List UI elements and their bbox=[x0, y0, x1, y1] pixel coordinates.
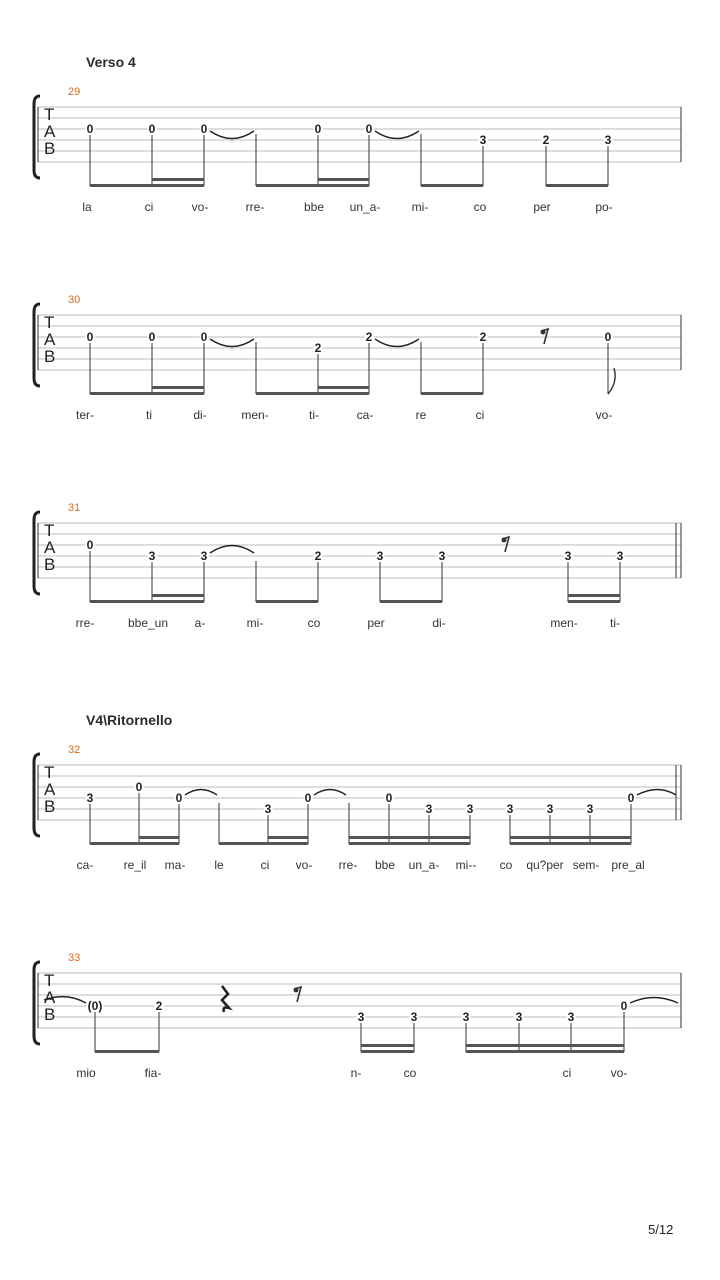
fret-number: 3 bbox=[506, 802, 514, 816]
fret-number: 3 bbox=[357, 1010, 365, 1024]
lyric-syllable: po- bbox=[595, 200, 613, 214]
lyric-syllable: la bbox=[82, 200, 92, 214]
fret-number: 0 bbox=[86, 122, 94, 136]
tab-system-32 bbox=[0, 744, 720, 888]
fret-number: 3 bbox=[438, 549, 446, 563]
lyric-syllable: bbe_un bbox=[127, 616, 169, 630]
lyric-syllable: mi- bbox=[246, 616, 264, 630]
lyric-syllable: bbe bbox=[374, 858, 396, 872]
fret-number: 3 bbox=[376, 549, 384, 563]
lyric-syllable: pre_al bbox=[611, 858, 645, 872]
fret-number: 0 bbox=[135, 780, 143, 794]
lyric-syllable: qu?per bbox=[526, 858, 564, 872]
fret-number: 0 bbox=[314, 122, 322, 136]
lyric-syllable: re_il bbox=[123, 858, 147, 872]
lyric-syllable: ci bbox=[475, 408, 485, 422]
beams bbox=[90, 386, 483, 395]
fret-number: 3 bbox=[479, 133, 487, 147]
measure-number: 29 bbox=[68, 86, 81, 98]
lyric-syllable: men- bbox=[550, 616, 578, 630]
fret-number: 3 bbox=[466, 802, 474, 816]
measure-number: 30 bbox=[68, 294, 81, 306]
lyric-syllable: un_a- bbox=[408, 858, 440, 872]
tab-clef-a: A bbox=[44, 988, 56, 1007]
fret-number: 3 bbox=[200, 549, 208, 563]
lyric-syllable: vo- bbox=[595, 408, 613, 422]
fret-number: 3 bbox=[86, 791, 94, 805]
lyric-syllable: ci bbox=[260, 858, 270, 872]
fret-number: 3 bbox=[546, 802, 554, 816]
lyric-syllable: ter- bbox=[76, 408, 94, 422]
lyric-syllable: mio bbox=[76, 1066, 96, 1080]
tab-clef-t: T bbox=[44, 763, 55, 782]
lyric-syllable: ti- bbox=[610, 616, 620, 630]
lyric-syllable: ti- bbox=[309, 408, 319, 422]
lyric-syllable: le bbox=[214, 858, 224, 872]
beams bbox=[90, 594, 620, 603]
lyric-syllable: rre- bbox=[245, 200, 265, 214]
tab-clef-a: A bbox=[44, 780, 56, 799]
lyric-syllable: vo- bbox=[610, 1066, 628, 1080]
fret-number: 3 bbox=[616, 549, 624, 563]
fret-number: 2 bbox=[314, 341, 322, 355]
fret-number: 0 bbox=[175, 791, 183, 805]
lyric-syllable: bbe bbox=[303, 200, 325, 214]
lyric-syllable: n- bbox=[350, 1066, 362, 1080]
lyric-syllable: men- bbox=[241, 408, 269, 422]
lyric-syllable: co bbox=[473, 200, 487, 214]
tab-clef-b: B bbox=[44, 1005, 56, 1024]
lyric-syllable: ci bbox=[144, 200, 154, 214]
tab-system-33 bbox=[0, 952, 720, 1096]
ties bbox=[185, 790, 676, 796]
lyric-syllable: a- bbox=[194, 616, 206, 630]
lyric-syllable: per bbox=[533, 200, 551, 214]
lyric-syllable: vo- bbox=[295, 858, 313, 872]
fret-number: 3 bbox=[425, 802, 433, 816]
fret-number: 3 bbox=[148, 549, 156, 563]
fret-number: 0 bbox=[86, 330, 94, 344]
measure-number: 33 bbox=[68, 952, 81, 964]
quarter-rest-icon bbox=[222, 986, 229, 1012]
lyric-syllable: ti bbox=[146, 408, 152, 422]
lyric-syllable: vo- bbox=[191, 200, 209, 214]
lyric-syllable: ca- bbox=[76, 858, 94, 872]
lyric-syllable: fia- bbox=[144, 1066, 162, 1080]
lyric-syllable: un_a- bbox=[349, 200, 381, 214]
lyric-syllable: re bbox=[415, 408, 427, 422]
tab-clef-b: B bbox=[44, 139, 56, 158]
tie bbox=[210, 546, 254, 554]
tab-system-31 bbox=[0, 502, 720, 646]
lyric-syllable: sem- bbox=[572, 858, 600, 872]
fret-number: 2 bbox=[314, 549, 322, 563]
fret-number: 3 bbox=[567, 1010, 575, 1024]
measure-number: 32 bbox=[68, 744, 81, 756]
fret-number: 3 bbox=[604, 133, 612, 147]
fret-number: 0 bbox=[627, 791, 635, 805]
fret-number: 0 bbox=[148, 122, 156, 136]
lyric-syllable: rre- bbox=[338, 858, 358, 872]
fret-number: 3 bbox=[586, 802, 594, 816]
beams bbox=[95, 1044, 624, 1053]
fret-number: 0 bbox=[200, 330, 208, 344]
fret-number: 3 bbox=[515, 1010, 523, 1024]
lyric-syllable: mi- bbox=[411, 200, 429, 214]
fret-number: 3 bbox=[462, 1010, 470, 1024]
page-number: 5/12 bbox=[648, 1222, 674, 1237]
lyric-syllable: ci bbox=[562, 1066, 572, 1080]
fret-number: 3 bbox=[264, 802, 272, 816]
fret-number: 2 bbox=[542, 133, 550, 147]
lyric-syllable: co bbox=[307, 616, 321, 630]
fret-number: 2 bbox=[479, 330, 487, 344]
fret-number: 0 bbox=[604, 330, 612, 344]
lyric-syllable: ca- bbox=[356, 408, 374, 422]
fret-number: 3 bbox=[410, 1010, 418, 1024]
tab-system-30 bbox=[0, 294, 720, 438]
lyric-syllable: co bbox=[403, 1066, 417, 1080]
fret-number: 2 bbox=[155, 999, 163, 1013]
tab-system-29 bbox=[0, 86, 720, 230]
measure-number: 31 bbox=[68, 502, 81, 514]
beams bbox=[90, 178, 608, 187]
tab-clef-t: T bbox=[44, 971, 55, 990]
tab-clef-a: A bbox=[44, 538, 56, 557]
tab-clef-t: T bbox=[44, 521, 55, 540]
tab-clef-b: B bbox=[44, 797, 56, 816]
section-title-ritornello: V4\Ritornello bbox=[86, 712, 173, 728]
tab-clef-t: T bbox=[44, 313, 55, 332]
tab-clef-t: T bbox=[44, 105, 55, 124]
fret-number: 0 bbox=[200, 122, 208, 136]
fret-number: 0 bbox=[385, 791, 393, 805]
fret-number: (0) bbox=[87, 999, 103, 1013]
ties bbox=[44, 997, 678, 1003]
fret-number: 3 bbox=[564, 549, 572, 563]
section-title-verso-4: Verso 4 bbox=[86, 54, 136, 70]
fret-number: 2 bbox=[365, 330, 373, 344]
tab-clef-b: B bbox=[44, 555, 56, 574]
lyric-syllable: co bbox=[499, 858, 513, 872]
lyric-syllable: di- bbox=[432, 616, 446, 630]
eighth-flag bbox=[608, 368, 615, 394]
fret-number: 0 bbox=[620, 999, 628, 1013]
lyric-syllable: per bbox=[367, 616, 385, 630]
lyric-syllable: mi-- bbox=[455, 858, 477, 872]
fret-number: 0 bbox=[148, 330, 156, 344]
tab-clef-b: B bbox=[44, 347, 56, 366]
lyric-syllable: di- bbox=[193, 408, 207, 422]
lyric-syllable: ma- bbox=[164, 858, 186, 872]
tab-clef-a: A bbox=[44, 330, 56, 349]
fret-number: 0 bbox=[365, 122, 373, 136]
lyric-syllable: rre- bbox=[75, 616, 95, 630]
fret-number: 0 bbox=[86, 538, 94, 552]
fret-number: 0 bbox=[304, 791, 312, 805]
tab-clef-a: A bbox=[44, 122, 56, 141]
